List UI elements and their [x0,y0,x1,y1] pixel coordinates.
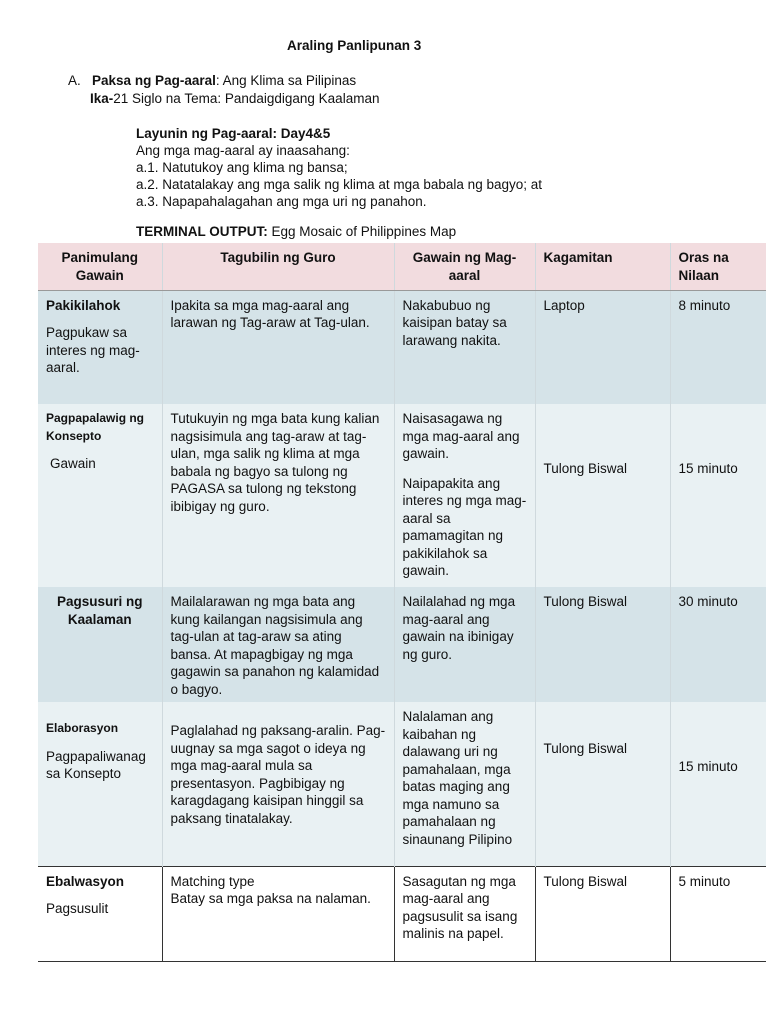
lesson-info [68,72,379,108]
teacher-cell: Ipakita sa mga mag-aaral ang larawan ng Tag-araw at Tag-ulan. [162,290,394,404]
table-row [38,404,766,587]
stage-cell [38,404,162,587]
siglo-line [68,90,379,108]
materials-cell: Tulong Biswal [535,702,670,866]
paksa-value: : Ang Klima sa Pilipinas [215,73,357,88]
stage-title: Pakikilahok [46,297,121,313]
materials-cell: Tulong Biswal [535,866,670,961]
teacher-cell: Matching type Batay sa mga paksa na nalaman. [162,866,394,961]
objective-item: a.1. Natutukoy ang klima ng bansa; [136,160,348,175]
student-text: Naipapakita ang interes ng mga mag-aaral sa pamamagitan ng pakikilahok sa gawain. [402,475,527,578]
terminal-value: Egg Mosaic of Philippines Map [267,224,457,239]
stage-title: Ebalwasyon [46,873,125,889]
table-row [38,290,766,404]
materials-cell: Laptop [535,290,670,404]
column-header: Tagubilin ng Guro [162,243,394,290]
student-cell: Nalalaman ang kaibahan ng dalawang uri ng pamahalaan, mga batas maging ang mga namuno sa pamahalaan ng sinaunang Pilipino [394,702,535,866]
stage-cell [38,290,162,404]
siglo-value: 21 Siglo na Tema: Pandaigdigang Kaalaman [113,91,380,106]
objective-item: a.3. Napapahalagahan ang mga uri ng panahon. [136,194,427,209]
table-row [38,702,766,866]
table-header-row [38,243,766,290]
stage-cell [38,866,162,961]
teacher-cell: Paglalahad ng paksang-aralin. Pag-uugnay sa mga sagot o ideya ng mga mag-aaral mula sa presentasyon. Pagbibigay ng karagdagang kaisipan hinggil sa paksang tinatalakay. [162,702,394,866]
materials-cell: Tulong Biswal [535,587,670,702]
stage-subtitle: Pagpukaw sa interes ng mag-aaral. [46,325,140,375]
layunin-label: Layunin ng Pag-aaral: Day4&5 [136,126,331,141]
student-cell: Nakabubuo ng kaisipan batay sa larawang nakita. [394,290,535,404]
student-cell: Nailalahad ng mga mag-aaral ang gawain na ibinigay ng guro. [394,587,535,702]
document-title: Araling Panlipunan 3 [287,38,422,53]
teacher-cell: Tutukuyin ng mga bata kung kalian nagsisimula ang tag-araw at tag-ulan, mga salik ng klima at mga babala ng bagyo sa tulong ng PAGASA sa tulong ng tekstong ibibigay ng guro. [162,404,394,587]
column-header: Oras na Nilaan [670,243,766,290]
time-cell: 8 minuto [670,290,766,404]
student-cell [394,404,535,587]
table-row [38,866,766,961]
student-text: Naisasagawa ng mga mag-aaral ang gawain. [402,411,520,461]
stage-title: Elaborasyon [46,721,119,735]
column-header: Panimulang Gawain [38,243,162,290]
section-letter: A. [68,73,81,88]
paksa-label: Paksa ng Pag-aaral [92,73,216,88]
time-cell: 15 minuto [670,404,766,587]
objective-item: a.2. Natatalakay ang mga salik ng klima at mga babala ng bagyo; at [136,177,542,192]
time-cell: 15 minuto [670,702,766,866]
stage-subtitle: Pagpapaliwanag sa Konsepto [46,748,146,781]
time-cell: 30 minuto [670,587,766,702]
column-header: Gawain ng Mag-aaral [394,243,535,290]
stage-title: Pagsusuri ng Kaalaman [56,594,143,627]
stage-title: Pagpapalawig ng Konsepto [46,411,145,443]
objectives-block [136,125,542,210]
column-header: Kagamitan [535,243,670,290]
materials-cell: Tulong Biswal [535,404,670,587]
time-cell: 5 minuto [670,866,766,961]
terminal-output [136,224,456,239]
teacher-cell: Mailalarawan ng mga bata ang kung kailangan nagsisimula ang tag-ulan at tag-araw sa ating bansa. At mapagbigay ng mga gagawin sa panahon ng kalamidad o bagyo. [162,587,394,702]
siglo-label: Ika- [90,91,114,106]
stage-subtitle: Gawain [50,456,96,471]
terminal-label: TERMINAL OUTPUT: [136,224,268,239]
stage-cell [38,587,162,702]
table-row [38,587,766,702]
student-cell: Sasagutan ng mga mag-aaral ang pagsusulit sa isang malinis na papel. [394,866,535,961]
stage-subtitle: Pagsusulit [46,901,109,916]
paksa-line [68,72,379,90]
lesson-plan-table [38,243,766,962]
layunin-intro: Ang mga mag-aaral ay inaasahang: [136,143,350,158]
stage-cell [38,702,162,866]
